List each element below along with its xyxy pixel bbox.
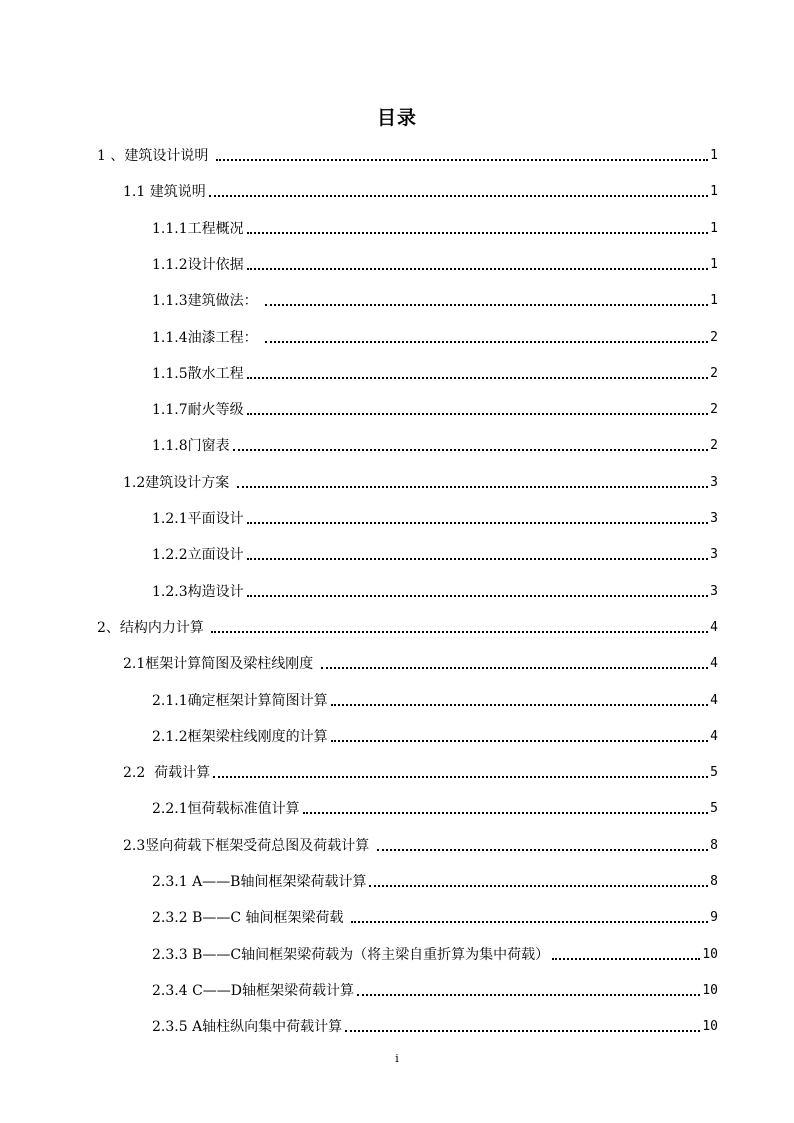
toc-dot-leader	[357, 994, 700, 996]
toc-entry[interactable]	[152, 981, 718, 1001]
toc-dot-leader	[345, 1030, 700, 1032]
toc-entry-label: 2.3.2 B——C 轴间框架梁荷载	[152, 910, 348, 927]
page-number: i	[395, 1052, 399, 1065]
toc-entry-page: 4	[710, 656, 718, 672]
toc-entry-page: 1	[710, 148, 718, 163]
toc-entry-label: 1.1.8门窗表	[152, 438, 230, 455]
toc-entry-page: 2	[710, 329, 718, 345]
toc-dot-leader	[331, 704, 709, 706]
toc-entry-page: 3	[710, 511, 718, 526]
toc-entry-page: 1	[710, 256, 718, 272]
toc-entry-page: 1	[710, 220, 718, 236]
toc-entry[interactable]	[152, 219, 718, 239]
toc-entry[interactable]	[152, 908, 718, 928]
toc-entry-label: 2.3.1 A——B轴间框架梁荷载计算	[152, 874, 367, 890]
toc-dot-leader	[213, 776, 708, 778]
toc-dot-leader	[351, 921, 708, 923]
toc-entry-label: 2、结构内力计算	[97, 619, 209, 636]
toc-dot-leader	[247, 377, 709, 379]
toc-entry[interactable]	[97, 146, 718, 166]
toc-entry-page: 3	[710, 583, 718, 599]
toc-entry-label: 1.2.3构造设计	[152, 583, 244, 600]
toc-entry-label: 1.1.7耐火等级	[152, 402, 244, 419]
toc-dot-leader	[265, 341, 708, 343]
toc-entry-label: 2.3.5 A轴柱纵向集中荷载计算	[152, 1019, 343, 1036]
toc-entry-page: 8	[710, 874, 718, 889]
toc-entry[interactable]	[123, 182, 718, 202]
toc-entry[interactable]	[152, 436, 718, 456]
toc-entry-label: 1.1.3建筑做法：	[152, 293, 263, 310]
toc-dot-leader	[247, 268, 709, 270]
toc-dot-leader	[233, 449, 709, 451]
toc-entry-page: 1	[710, 184, 718, 200]
toc-dot-leader	[303, 812, 709, 814]
toc-entry-page: 10	[702, 1019, 718, 1035]
toc-entry-label: 1.1.1工程概况	[152, 220, 244, 237]
toc-entry[interactable]	[152, 691, 718, 711]
toc-entry[interactable]	[152, 509, 718, 529]
toc-entry-page: 2	[710, 438, 718, 454]
toc-entry[interactable]	[152, 364, 718, 384]
toc-entry[interactable]	[152, 545, 718, 565]
toc-entry[interactable]	[152, 582, 718, 602]
toc-dot-leader	[216, 159, 708, 161]
toc-entry-label: 2.2.1恒荷载标准值计算	[152, 801, 300, 818]
toc-dot-leader	[552, 958, 700, 960]
toc-entry-page: 4	[710, 728, 718, 744]
toc-entry-label: 1.2建筑设计方案	[123, 474, 234, 491]
toc-dot-leader	[247, 232, 709, 234]
toc-dot-leader	[247, 558, 709, 560]
toc-entry[interactable]	[152, 1017, 718, 1037]
toc-entry-page: 2	[710, 365, 718, 381]
toc-entry[interactable]	[97, 618, 718, 638]
toc-entry-label: 1.1.5散水工程	[152, 365, 244, 382]
toc-entry-label: 2.1框架计算简图及梁柱线刚度	[123, 656, 318, 673]
toc-entry-page: 4	[710, 619, 718, 635]
toc-entry[interactable]	[152, 727, 718, 747]
toc-entry-label: 2.1.1确定框架计算简图计算	[152, 692, 328, 709]
toc-entry-label: 2.2 荷载计算	[123, 765, 211, 782]
toc-entry-label: 1.2.2立面设计	[152, 547, 244, 564]
toc-dot-leader	[247, 595, 709, 597]
toc-entry[interactable]	[152, 945, 718, 965]
toc-dot-leader	[247, 413, 709, 415]
toc-entry[interactable]	[152, 799, 718, 819]
toc-entry[interactable]	[152, 255, 718, 275]
toc-dot-leader	[331, 740, 709, 742]
toc-entry-label: 1.1.2设计依据	[152, 256, 244, 273]
toc-dot-leader	[209, 195, 708, 197]
toc-entry[interactable]	[123, 763, 718, 783]
toc-entry[interactable]	[123, 654, 718, 674]
toc-entry-page: 10	[702, 946, 718, 962]
toc-entry-page: 5	[710, 765, 718, 781]
toc-entry-label: 1.2.1平面设计	[152, 511, 244, 527]
toc-dot-leader	[321, 667, 708, 669]
toc-entry[interactable]	[123, 473, 718, 493]
toc-entry[interactable]	[152, 872, 718, 892]
toc-entry-page: 5	[710, 801, 718, 817]
toc-entry-page: 1	[710, 293, 718, 309]
toc-entry-page: 9	[710, 910, 718, 926]
toc-entry-page: 3	[710, 547, 718, 563]
toc-entry[interactable]	[152, 400, 718, 420]
toc-entry-label: 1.1.4油漆工程：	[152, 329, 263, 346]
toc-entry-label: 1 、建筑设计说明	[97, 148, 213, 164]
toc-dot-leader	[237, 486, 708, 488]
toc-entry[interactable]	[152, 328, 718, 348]
page-title: 目录	[376, 107, 417, 129]
toc-entry[interactable]	[123, 836, 718, 856]
toc-entry[interactable]	[152, 291, 718, 311]
toc-dot-leader	[211, 631, 708, 633]
toc-entry-label: 2.1.2框架梁柱线刚度的计算	[152, 728, 328, 745]
toc-entry-page: 2	[710, 402, 718, 418]
toc-dot-leader	[369, 885, 708, 887]
toc-entry-page: 10	[702, 982, 718, 998]
toc-entry-label: 1.1 建筑说明	[123, 184, 206, 201]
toc-entry-label: 2.3.3 B——C轴间框架梁荷载为（将主梁自重折算为集中荷载）	[152, 946, 550, 963]
toc-entry-label: 2.3竖向荷载下框架受荷总图及荷载计算	[123, 837, 374, 854]
toc-dot-leader	[265, 304, 708, 306]
toc-entry-page: 4	[710, 692, 718, 708]
toc-dot-leader	[247, 522, 709, 524]
toc-entry-page: 3	[710, 474, 718, 490]
toc-entry-page: 8	[710, 837, 718, 853]
toc-dot-leader	[377, 849, 708, 851]
toc-entry-label: 2.3.4 C——D轴框架梁荷载计算	[152, 982, 355, 999]
